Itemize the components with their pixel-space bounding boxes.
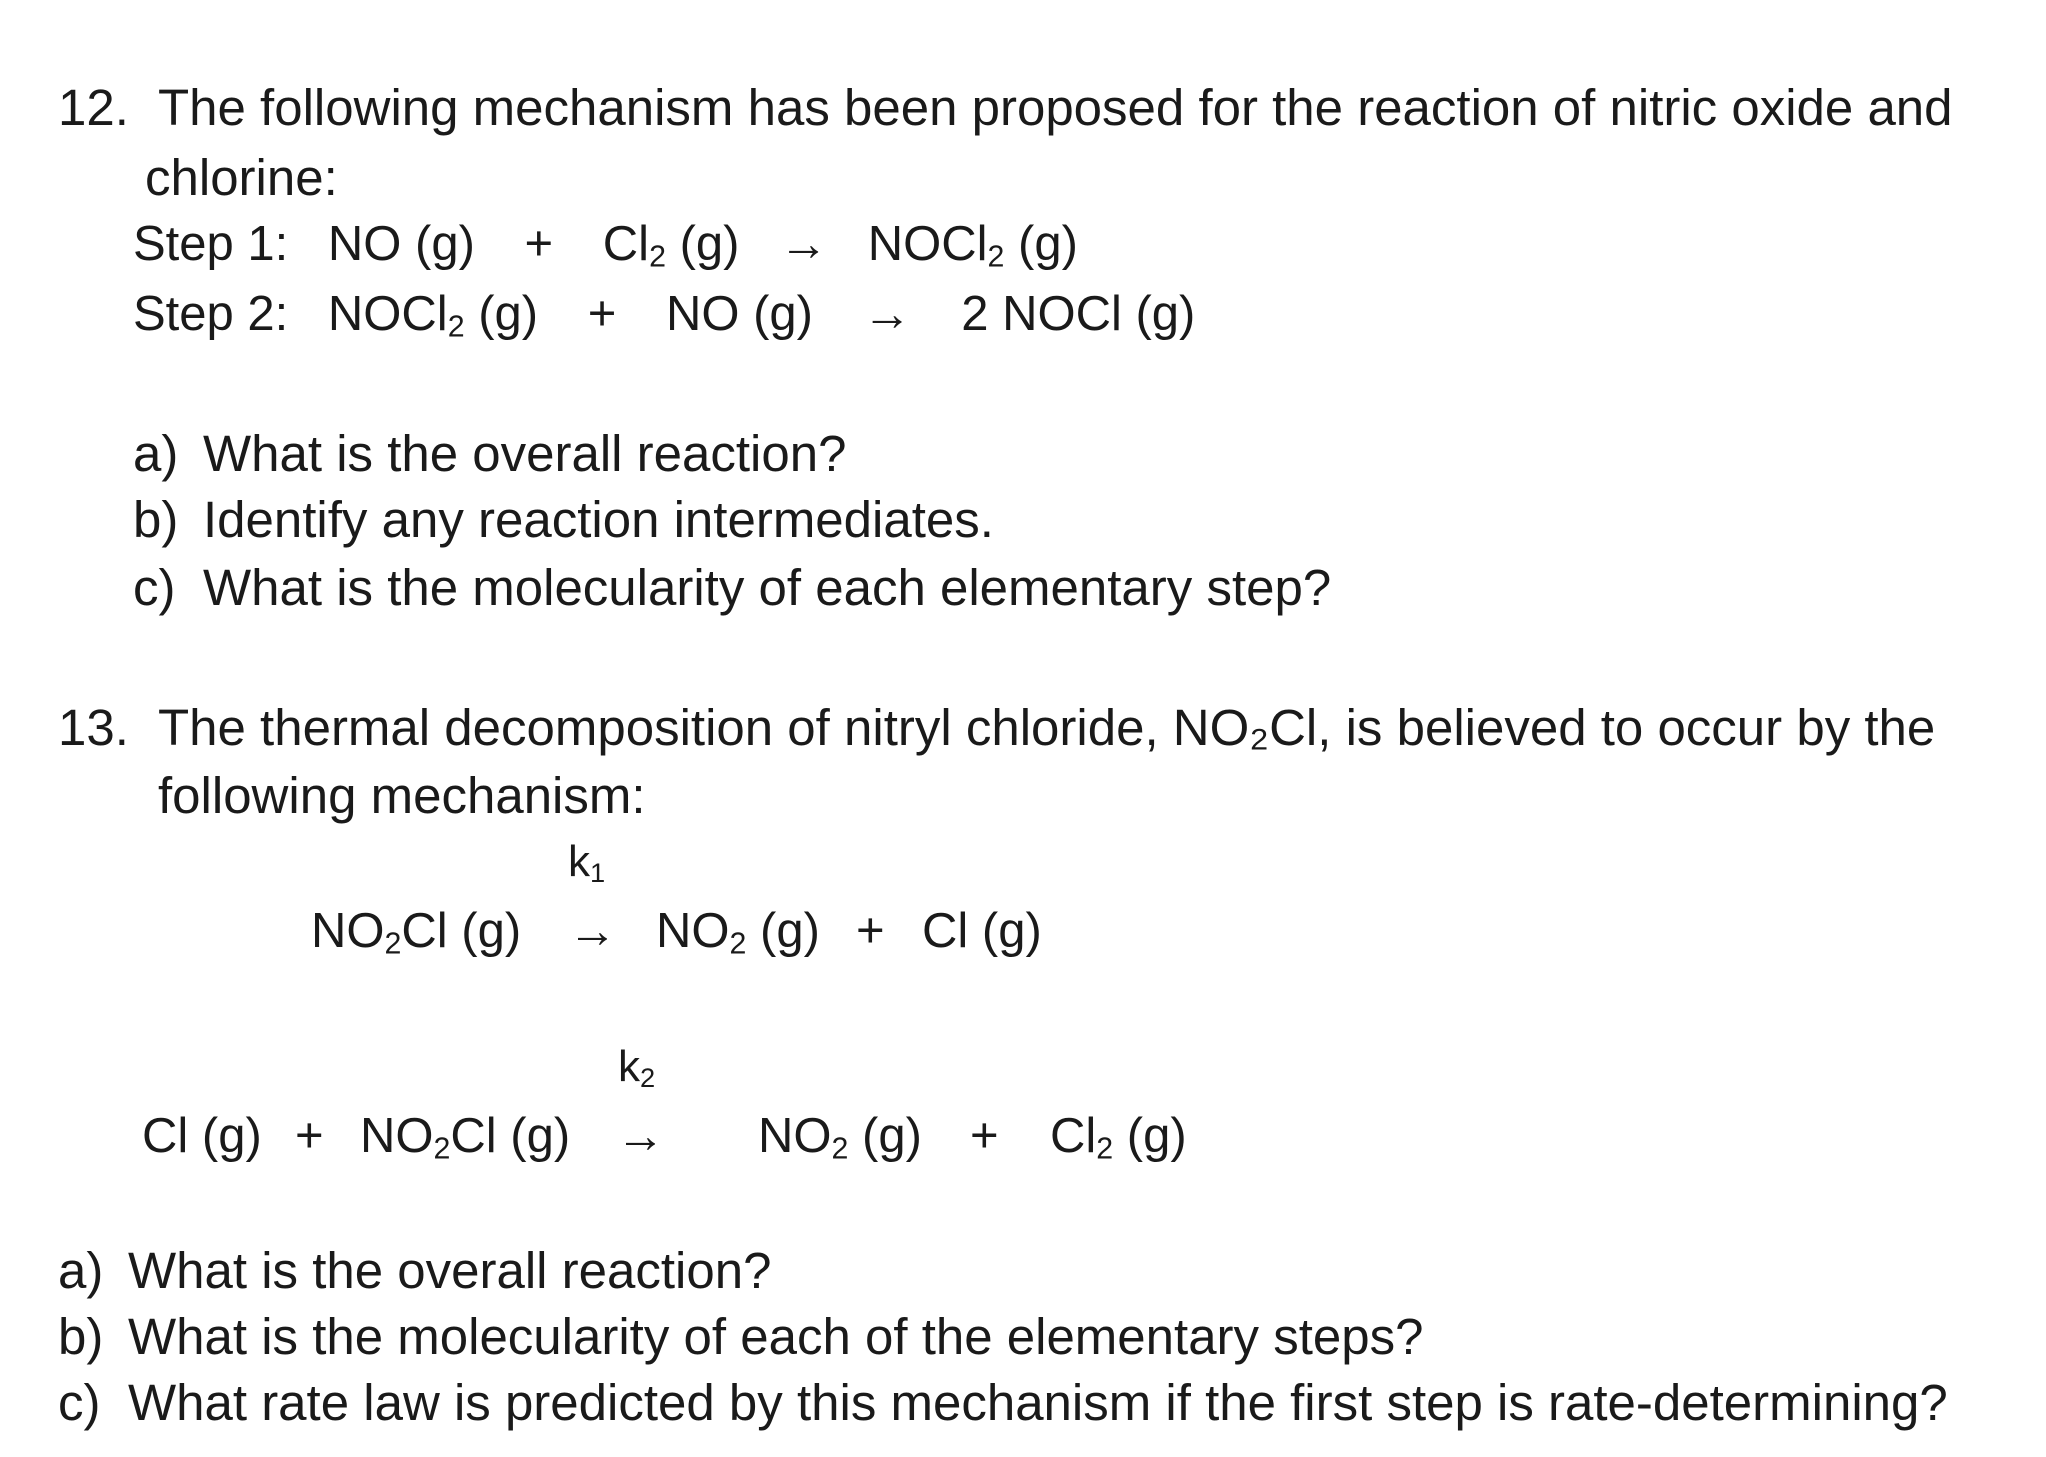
q12-step1-reactant2: $Cl_2$ (g) bbox=[602, 217, 740, 274]
question-13-intro-line1: The thermal decomposition of nitryl chloride, NO₂Cl, is believed to occur by the bbox=[158, 699, 1936, 756]
q13-question-a-label: a) bbox=[58, 1242, 104, 1299]
q13-rxn2-reactant1: Cl (g) bbox=[142, 1109, 262, 1163]
q12-step1-plus: + bbox=[524, 217, 554, 271]
q13-rxn2-reactant2: $NO_2Cl$ (g) bbox=[360, 1109, 571, 1166]
question-12-intro-line1: The following mechanism has been proposed for the reaction of nitric oxide and bbox=[158, 79, 1953, 136]
q13-rxn1-reactant: $NO_2Cl$ (g) bbox=[311, 904, 522, 961]
q13-question-b-label: b) bbox=[58, 1308, 104, 1365]
q13-rxn2-rate-constant: $k_2$ bbox=[618, 1042, 656, 1093]
q12-step1-reactant1: NO (g) bbox=[327, 217, 475, 271]
q13-rxn2-product1: $NO_2$ (g) bbox=[758, 1109, 922, 1166]
q12-step2-reactant1: NOCl$_2$ (g) bbox=[327, 287, 539, 344]
q13-question-c-label: c) bbox=[58, 1374, 101, 1431]
question-13-number: 13. bbox=[58, 699, 129, 756]
q12-step2 bbox=[133, 287, 1196, 344]
q12-question-c-text: What is the molecularity of each elementary step? bbox=[203, 559, 1332, 616]
q12-step1-arrow: → bbox=[779, 217, 829, 271]
q12-step2-label: Step 2: bbox=[133, 287, 289, 341]
q12-step1-product: NOCl$_2$ (g) bbox=[867, 217, 1078, 274]
q13-rxn1-arrow: → bbox=[568, 904, 617, 958]
q13-question-a-text: What is the overall reaction? bbox=[128, 1242, 772, 1299]
question-12-intro-line2: chlorine: bbox=[145, 149, 338, 206]
q13-rxn1-product2: Cl (g) bbox=[922, 904, 1042, 958]
q13-rxn2-product2: $Cl_2$ (g) bbox=[1050, 1109, 1187, 1166]
q12-step2-arrow: → bbox=[862, 287, 912, 341]
q13-question-b-text: What is the molecularity of each of the elementary steps? bbox=[128, 1308, 1424, 1365]
question-12-number: 12. bbox=[58, 79, 129, 136]
q12-step1-label: Step 1: bbox=[133, 217, 289, 271]
q13-rxn2-plus1: + bbox=[295, 1109, 324, 1163]
q12-question-c-label: c) bbox=[133, 559, 176, 616]
q13-question-c-text: What rate law is predicted by this mechanism if the first step is rate-determining? bbox=[128, 1374, 1948, 1431]
q13-rxn1-product1: $NO_2$ (g) bbox=[656, 904, 820, 961]
q12-question-a-label: a) bbox=[133, 425, 179, 482]
q13-rxn2-plus2: + bbox=[970, 1109, 999, 1163]
q12-step2-product: 2 NOCl (g) bbox=[961, 287, 1196, 341]
q12-question-b-text: Identify any reaction intermediates. bbox=[203, 491, 994, 548]
q12-step1 bbox=[133, 217, 1078, 274]
q12-question-a-text: What is the overall reaction? bbox=[203, 425, 847, 482]
q12-step2-reactant2: NO (g) bbox=[665, 287, 813, 341]
question-13-intro-line2: following mechanism: bbox=[158, 767, 646, 824]
q12-step2-plus: + bbox=[587, 287, 617, 341]
q12-question-b-label: b) bbox=[133, 491, 179, 548]
q13-rxn2-arrow: → bbox=[616, 1109, 665, 1163]
q13-rxn1-plus: + bbox=[856, 904, 885, 958]
q13-rxn1-rate-constant: $k_1$ bbox=[568, 837, 606, 888]
